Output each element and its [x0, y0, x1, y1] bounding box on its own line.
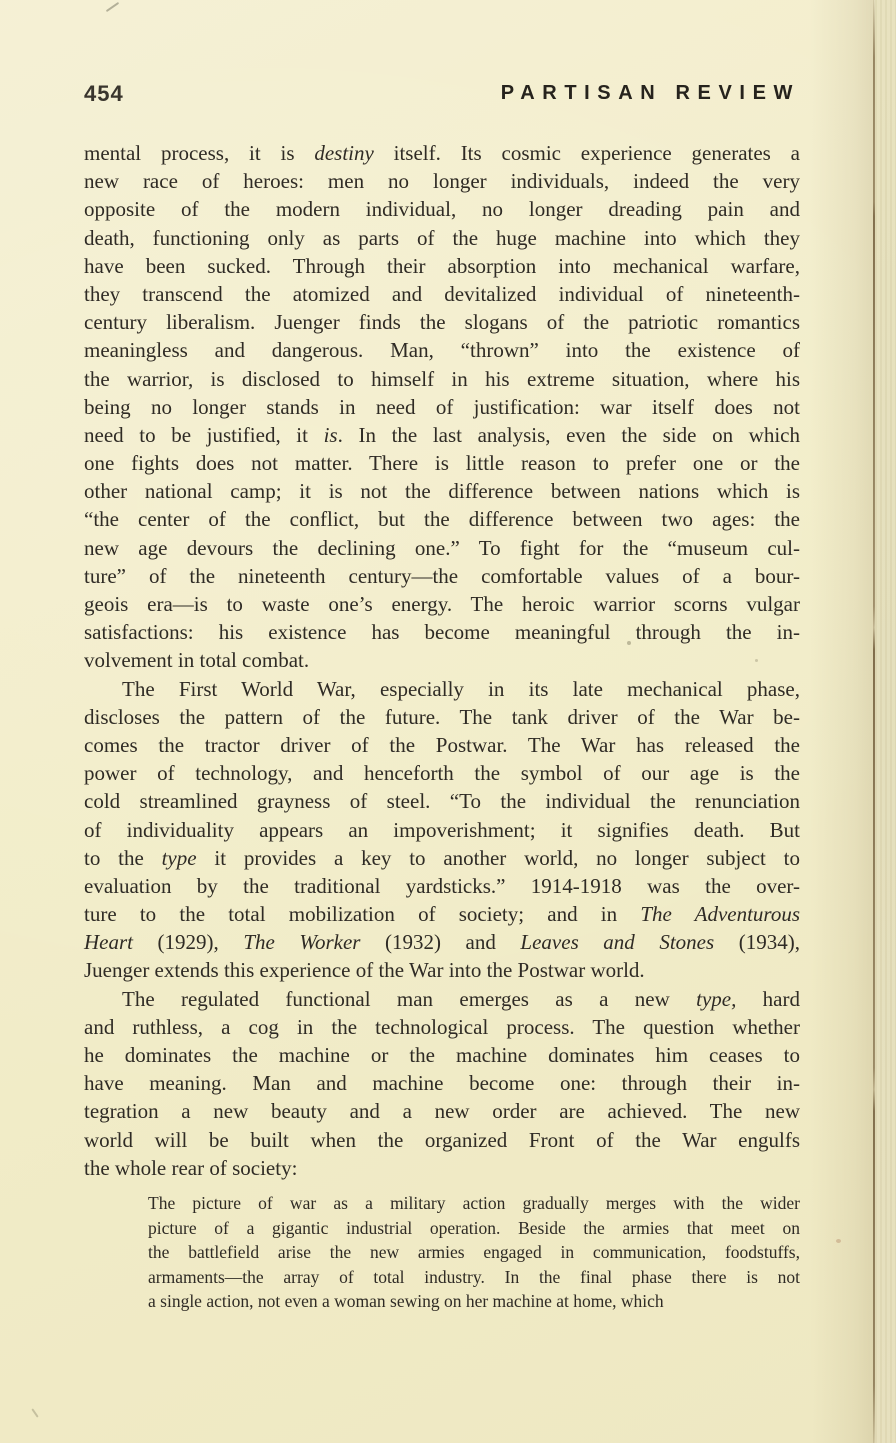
text-line: have meaning. Man and machine become one: through their in- — [84, 1071, 800, 1096]
running-head — [84, 81, 800, 107]
text-line: being no longer stands in need of justification: war itself does not — [84, 394, 800, 419]
page-edge-margin — [875, 0, 896, 1443]
text-line: meaningless and dangerous. Man, “thrown” into the existence of — [84, 338, 800, 363]
text-line: ture” of the nineteenth century—the comfortable values of a bour- — [84, 563, 800, 588]
text-line: The picture of war as a military action gradually merges with the wider — [148, 1192, 800, 1213]
text-line: he dominates the machine or the machine dominates him ceases to — [84, 1043, 800, 1067]
text-line: new age devours the declining one.” To fight for the “museum cul- — [84, 535, 800, 560]
paragraph — [84, 675, 800, 985]
text-line: world will be built when the organized Front of the War engulfs — [84, 1127, 800, 1152]
text-line: the warrior, is disclosed to himself in his extreme situation, where his — [84, 366, 800, 391]
scan-mark — [31, 1408, 38, 1417]
text-line: of individuality appears an impoverishment; it signifies death. But — [84, 817, 800, 842]
text-line: the whole rear of society: — [84, 1155, 298, 1180]
scan-mark — [106, 2, 119, 12]
text-line: Juenger extends this experience of the War into the Postwar world. — [84, 958, 645, 983]
text-line: comes the tractor driver of the Postwar. The War has released the — [84, 732, 800, 757]
journal-title: PARTISAN REVIEW — [500, 82, 800, 104]
text-line: to the type it provides a key to another world, no longer subject to — [84, 845, 800, 870]
text-line: and ruthless, a cog in the technological process. The question whether — [84, 1014, 800, 1039]
text-line: a single action, not even a woman sewing on her machine at home, which — [148, 1291, 664, 1312]
page-edge-shadow — [810, 0, 874, 1443]
text-line: geois era—is to waste one’s energy. The heroic warrior scorns vulgar — [84, 592, 800, 616]
text-line: Heart (1929), The Worker (1932) and Leaves and Stones (1934), — [84, 930, 800, 955]
text-line: ture to the total mobilization of society; and in The Adventurous — [84, 902, 800, 927]
text-line: new race of heroes: men no longer individuals, indeed the very — [84, 169, 800, 194]
text-line: picture of a gigantic industrial operation. Beside the armies that meet on — [148, 1217, 800, 1238]
text-line: cold streamlined grayness of steel. “To the individual the renunciation — [84, 789, 800, 814]
text-line: The First World War, especially in its late mechanical phase, — [122, 676, 800, 701]
paragraph — [84, 139, 800, 675]
text-line: tegration a new beauty and a new order are achieved. The new — [84, 1099, 800, 1124]
text-line: other national camp; it is not the difference between nations which is — [84, 479, 800, 504]
text-line: power of technology, and henceforth the symbol of our age is the — [84, 761, 800, 786]
text-line: need to be justified, it is. In the last analysis, even the side on which — [84, 422, 800, 447]
text-line: have been sucked. Through their absorption into mechanical warfare, — [84, 253, 800, 278]
text-line: the battlefield arise the new armies engaged in communication, foodstuffs, — [148, 1242, 800, 1263]
text-line: they transcend the atomized and devitalized individual of nineteenth- — [84, 281, 800, 306]
scan-speck — [836, 1239, 841, 1243]
text-line: opposite of the modern individual, no longer dreading pain and — [84, 197, 800, 222]
text-line: The regulated functional man emerges as a new type, hard — [122, 986, 800, 1011]
text-line: satisfactions: his existence has become meaningful through the in- — [84, 620, 800, 645]
block-quote — [148, 1191, 800, 1314]
text-line: volvement in total combat. — [84, 648, 310, 673]
text-block — [84, 139, 800, 1314]
text-line: one fights does not matter. There is little reason to prefer one or the — [84, 451, 800, 476]
text-line: evaluation by the traditional yardsticks.” 1914-1918 was the over- — [84, 873, 800, 898]
page-number: 454 — [84, 81, 124, 106]
text-line: discloses the pattern of the future. The tank driver of the War be- — [84, 704, 800, 729]
text-line: death, functioning only as parts of the huge machine into which they — [84, 225, 800, 250]
text-line: “the center of the conflict, but the difference between two ages: the — [84, 507, 800, 532]
text-line: century liberalism. Juenger finds the slogans of the patriotic romantics — [84, 310, 800, 335]
text-line: mental process, it is destiny itself. Its cosmic experience generates a — [84, 141, 800, 165]
text-line: armaments—the array of total industry. In the final phase there is not — [148, 1266, 800, 1287]
paragraph — [84, 985, 800, 1182]
